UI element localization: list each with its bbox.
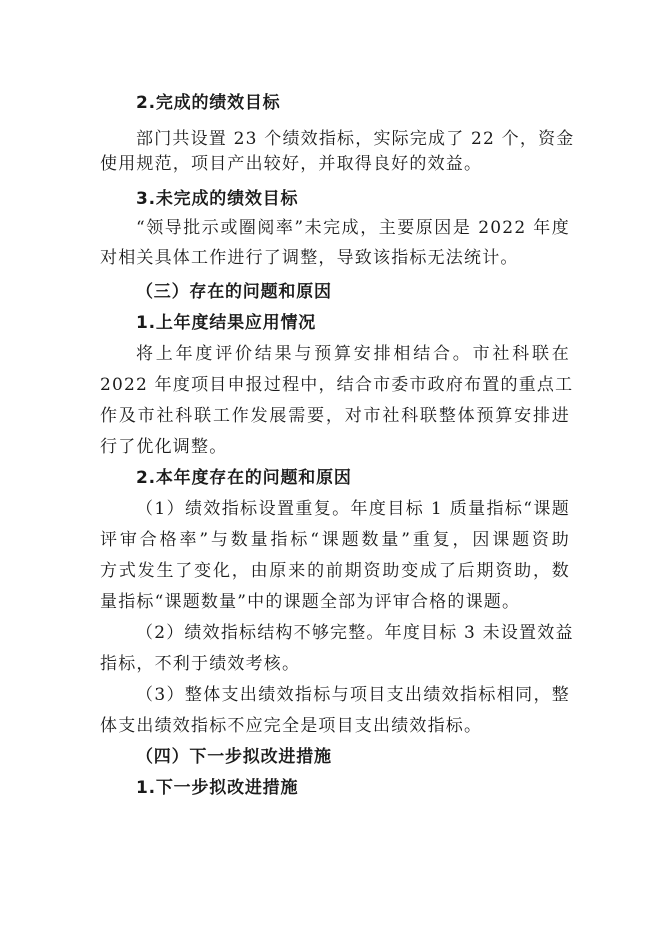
heading-problems-and-causes: （三）存在的问题和原因 xyxy=(136,282,332,302)
paragraph-line: 指标，不利于绩效考核。 xyxy=(100,654,301,674)
paragraph-line: （3）整体支出绩效指标与项目支出绩效指标相同，整 xyxy=(136,685,570,705)
paragraph-line: 使用规范，项目产出较好，并取得良好的效益。 xyxy=(100,154,483,174)
paragraph-line: 评审合格率”与数量指标“课题数量”重复，因课题资助 xyxy=(100,530,570,550)
paragraph-line: 部门共设置 23 个绩效指标，实际完成了 22 个，资金 xyxy=(136,129,575,149)
paragraph-line: 将上年度评价结果与预算安排相结合。市社科联在 xyxy=(136,344,570,364)
heading-uncompleted-goals: 3.未完成的绩效目标 xyxy=(136,189,299,209)
paragraph-line: 对相关具体工作进行了调整，导致该指标无法统计。 xyxy=(100,248,519,268)
paragraph-line: 体支出绩效指标不应完全是项目支出绩效指标。 xyxy=(100,716,483,736)
paragraph-line: 量指标“课题数量”中的课题全部为评审合格的课题。 xyxy=(100,592,521,612)
paragraph-line: “领导批示或圈阅率”未完成，主要原因是 2022 年度 xyxy=(136,218,570,238)
heading-completed-goals: 2.完成的绩效目标 xyxy=(136,93,281,113)
heading-next-step-measures: 1.下一步拟改进措施 xyxy=(136,778,299,798)
paragraph-line: （2）绩效指标结构不够完整。年度目标 3 未设置效益 xyxy=(136,623,574,643)
paragraph-line: （1）绩效指标设置重复。年度目标 1 质量指标“课题 xyxy=(136,499,570,519)
heading-next-steps: （四）下一步拟改进措施 xyxy=(136,747,332,767)
paragraph-line: 2022 年度项目申报过程中，结合市委市政府布置的重点工 xyxy=(100,375,574,395)
paragraph-line: 作及市社科联工作发展需要，对市社科联整体预算安排进 xyxy=(100,406,570,426)
heading-this-year-problems: 2.本年度存在的问题和原因 xyxy=(136,468,352,488)
paragraph-line: 行了优化调整。 xyxy=(100,437,228,457)
heading-last-year-results: 1.上年度结果应用情况 xyxy=(136,313,317,333)
paragraph-line: 方式发生了变化，由原来的前期资助变成了后期资助，数 xyxy=(100,561,570,581)
